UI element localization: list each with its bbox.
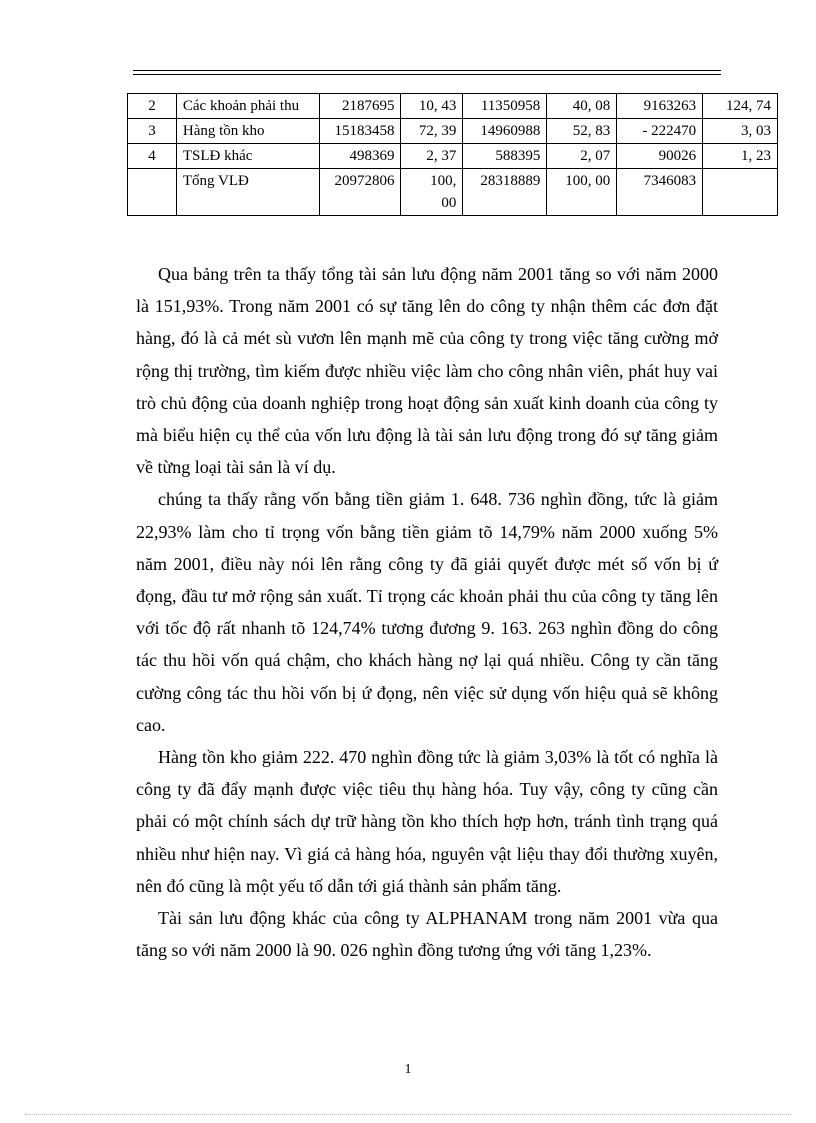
table-cell: 9163263 [617, 94, 703, 119]
table-cell: 28318889 [463, 169, 547, 216]
table-cell: 498369 [319, 144, 401, 169]
table-cell: 2, 37 [401, 144, 463, 169]
table-cell: Các khoản phải thu [176, 94, 319, 119]
table-cell: - 222470 [617, 119, 703, 144]
table-row [128, 119, 778, 144]
table-cell: 588395 [463, 144, 547, 169]
table-cell: TSLĐ khác [176, 144, 319, 169]
table-cell: 100, 00 [401, 169, 463, 216]
table-cell: 90026 [617, 144, 703, 169]
table-cell [128, 169, 177, 216]
table-cell [703, 169, 778, 216]
table-cell: 40, 08 [547, 94, 617, 119]
page-number: 1 [404, 1062, 412, 1077]
asset-table [127, 93, 778, 216]
page-bottom-border [25, 1114, 791, 1115]
table-cell: 72, 39 [401, 119, 463, 144]
table-cell: 124, 74 [703, 94, 778, 119]
table-cell: 15183458 [319, 119, 401, 144]
table-cell: 3, 03 [703, 119, 778, 144]
table-row-total [128, 169, 778, 216]
table-cell: 2187695 [319, 94, 401, 119]
table-cell: 4 [128, 144, 177, 169]
table-cell: 3 [128, 119, 177, 144]
table-cell: 7346083 [617, 169, 703, 216]
table-cell: 11350958 [463, 94, 547, 119]
table-row [128, 144, 778, 169]
table-cell: 10, 43 [401, 94, 463, 119]
paragraph: chúng ta thấy rằng vốn bằng tiền giảm 1. 648. 736 nghìn đồng, tức là giảm 22,93% làm cho tỉ trọng vốn bằng tiền giảm tõ 14,79% năm 2000 xuống 5% năm 2001, điều này nói lên rằng công ty đã giải quyết được mét số vốn bị ứ đọng, đầu tư mở rộng sản xuất. Tỉ trọng các khoản phải thu của công ty tăng lên với tốc độ rất nhanh tõ 124,74% tương đương 9. 163. 263 nghìn đồng do công tác thu hồi vốn quá chậm, cho khách hàng nợ lại quá nhiều. Công ty cần tăng cường công tác thu hồi vốn bị ứ đọng, nên việc sử dụng vốn hiệu quả sẽ không cao. [136, 489, 718, 735]
table-cell: 1, 23 [703, 144, 778, 169]
header-rule-top [133, 70, 721, 71]
table-cell: 2 [128, 94, 177, 119]
table-cell: 2, 07 [547, 144, 617, 169]
table-cell: 20972806 [319, 169, 401, 216]
paragraph: Qua bảng trên ta thấy tổng tài sản lưu động năm 2001 tăng so với năm 2000 là 151,93%. Trong năm 2001 có sự tăng lên do công ty nhận thêm các đơn đặt hàng, đó là cả mét sù vươn lên mạnh mẽ của công ty trong việc tăng cường mở rộng thị trường, tìm kiếm được nhiều việc làm cho công nhân viên, phát huy vai trò chủ động của doanh nghiệp trong hoạt động sản xuất kinh doanh của công ty mà biểu hiện cụ thể của vốn lưu động là tài sản lưu động trong đó sự tăng giảm về từng loại tài sản là ví dụ. [136, 264, 718, 478]
body-text [136, 258, 718, 966]
table-cell: Tổng VLĐ [176, 169, 319, 216]
header-rule-bottom [133, 74, 721, 75]
table-cell: 52, 83 [547, 119, 617, 144]
table-cell: 14960988 [463, 119, 547, 144]
table-row [128, 94, 778, 119]
paragraph: Hàng tồn kho giảm 222. 470 nghìn đồng tức là giảm 3,03% là tốt có nghĩa là công ty đã đẩy mạnh được việc tiêu thụ hàng hóa. Tuy vậy, công ty cũng cần phải có một chính sách dự trữ hàng tồn kho thích hợp hơn, tránh tình trạng quá nhiều như hiện nay. Vì giá cả hàng hóa, nguyên vật liệu thay đổi thường xuyên, nên đó cũng là một yếu tố dẫn tới giá thành sản phẩm tăng. [136, 747, 718, 896]
paragraph: Tài sản lưu động khác của công ty ALPHANAM trong năm 2001 vừa qua tăng so với năm 2000 là 90. 026 nghìn đồng tương ứng với tăng 1,23%. [136, 908, 718, 961]
table-cell: 100, 00 [547, 169, 617, 216]
table-cell: Hàng tồn kho [176, 119, 319, 144]
